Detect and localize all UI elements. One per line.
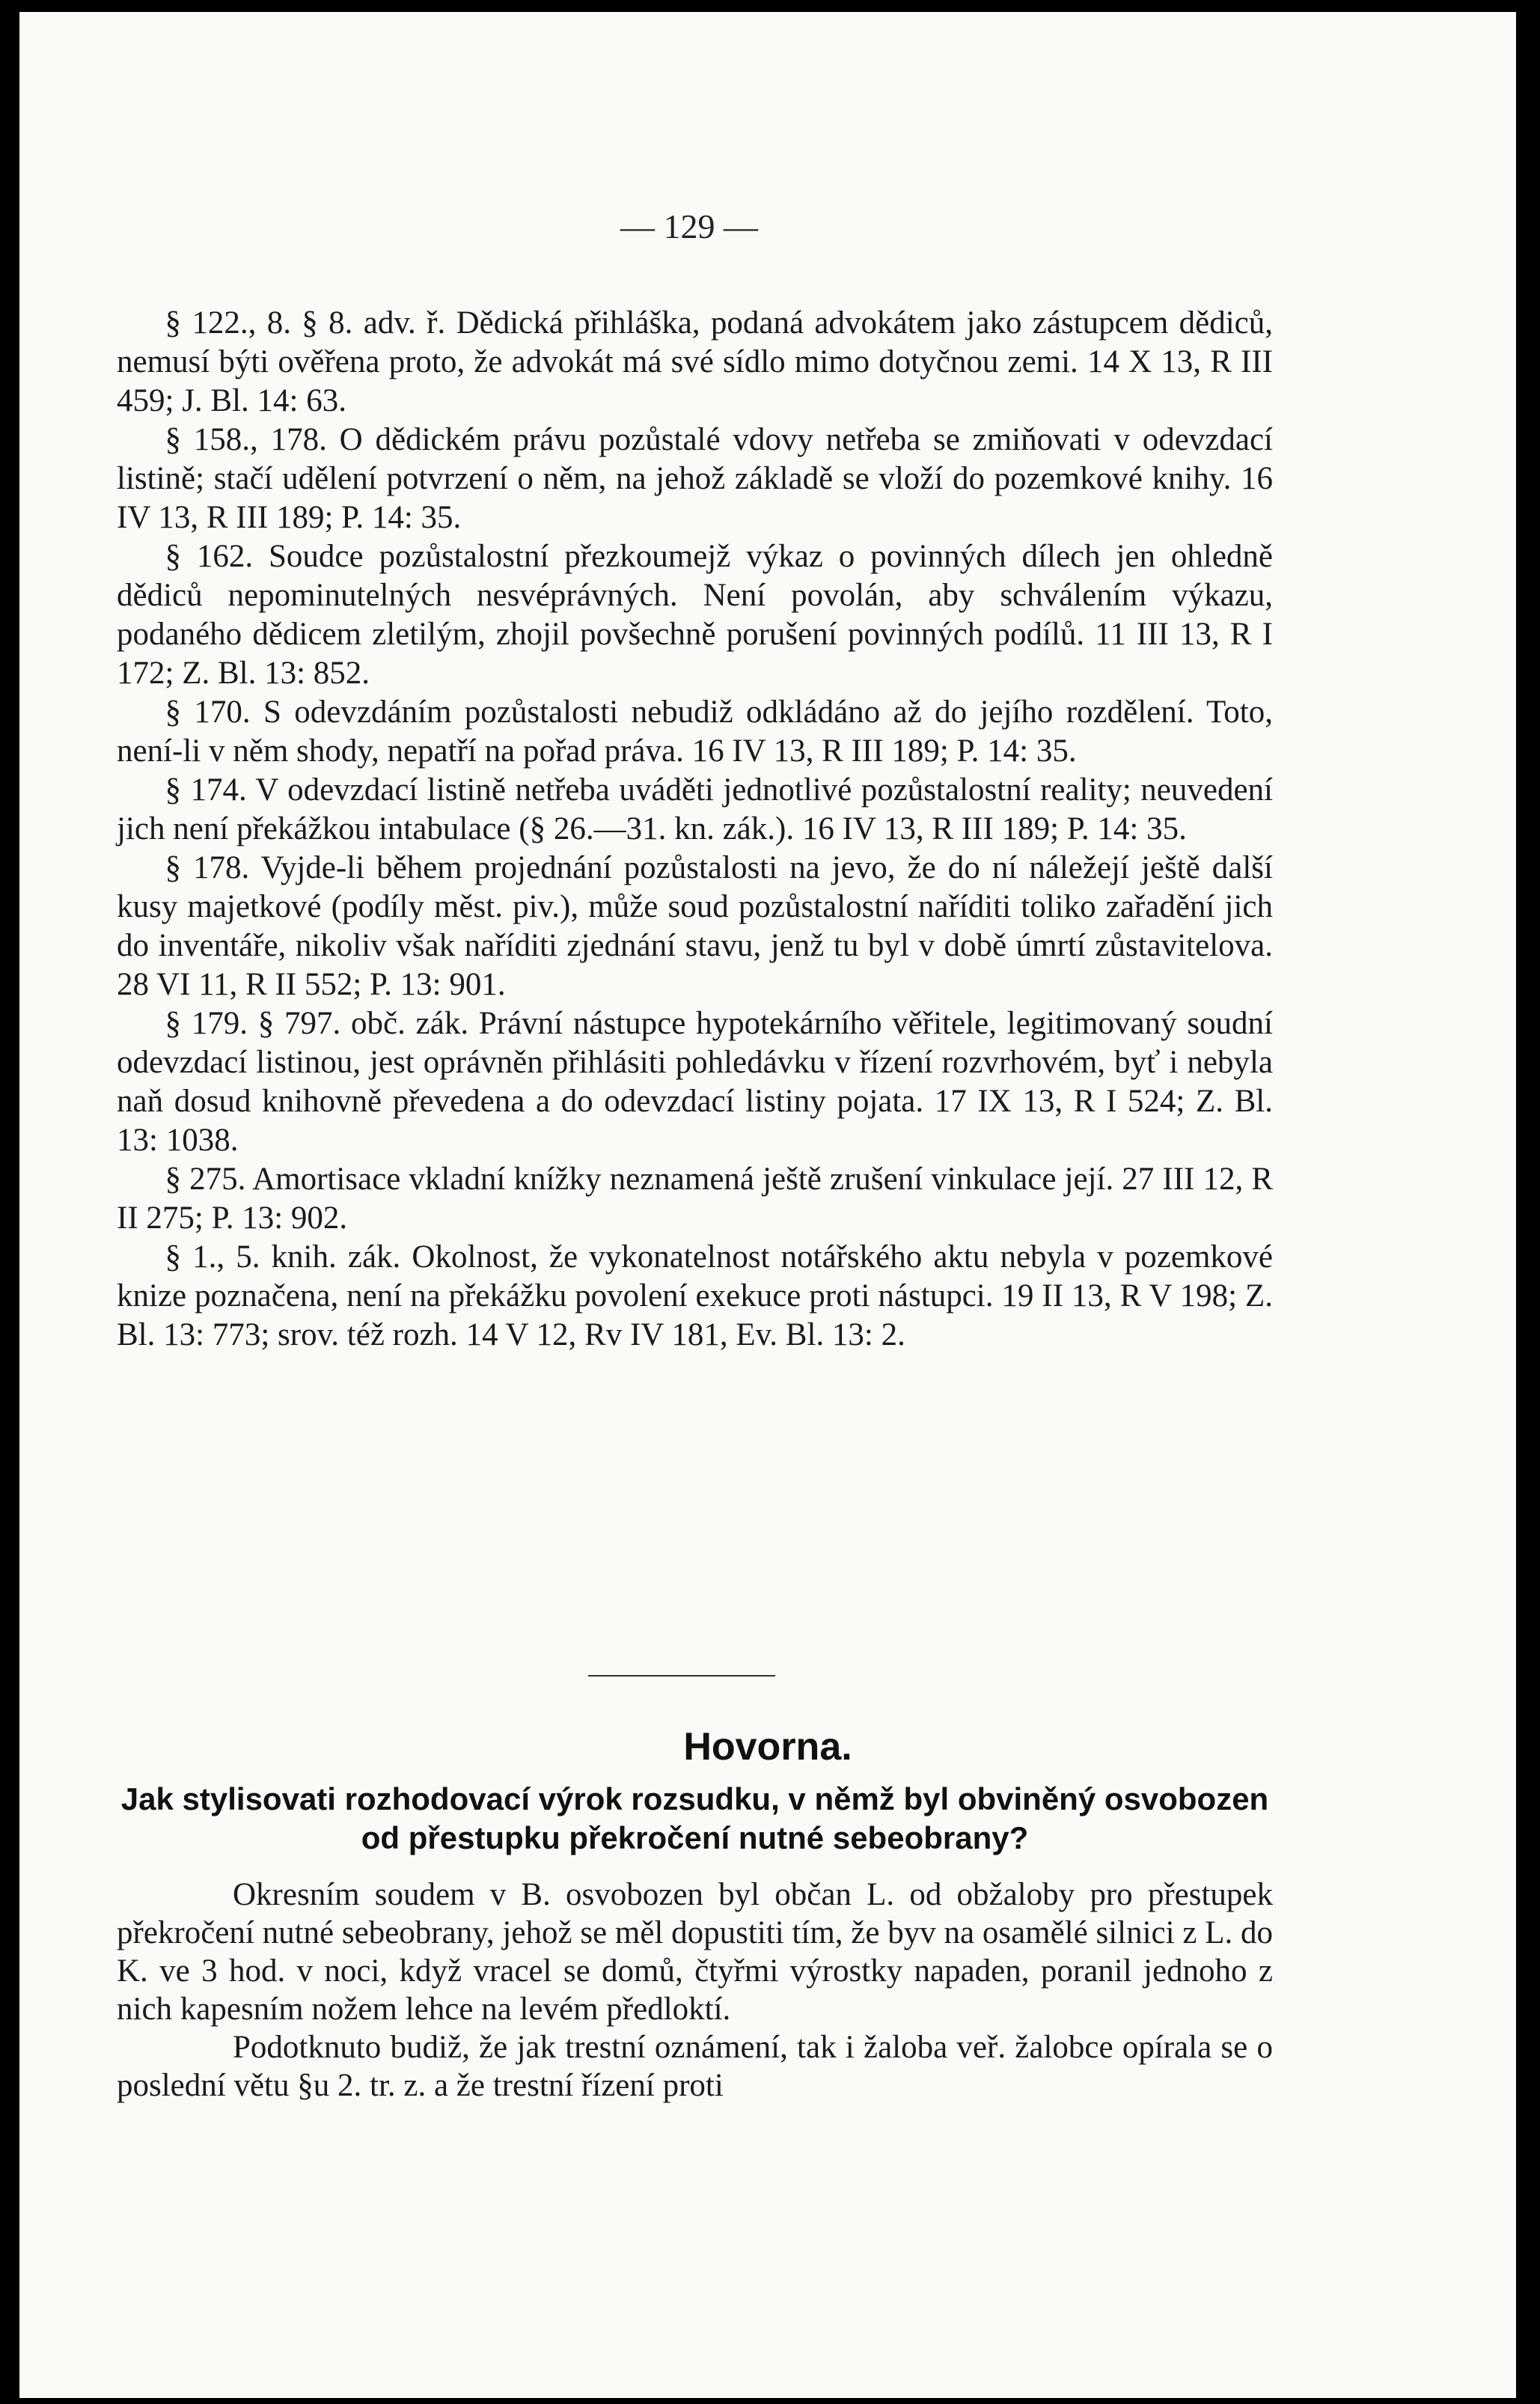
entry-ref: § 162.: [165, 539, 254, 574]
entry-text: adv. ř. Dědická přihláška, podaná advokátem jako zástupcem dědiců, nemusí býti ověřena proto, že advokát má své sídlo mimo dotyčnou zemi. 14 X 13, R III 459; J. Bl. 14: 63.: [117, 305, 1273, 418]
entry-text: S odevzdáním pozůstalosti nebudiž odkládáno až do jejího rozdělení. Toto, není-li v něm shody, nepatří na pořad práva. 16 IV 13, R III 189; P. 14: 35.: [117, 695, 1274, 769]
entry-ref: § 170.: [165, 695, 251, 730]
entry-knih-zak: [117, 1238, 1273, 1355]
entry-ref: § 179. § 797.: [165, 1006, 341, 1041]
entry-ref: § 178.: [165, 850, 250, 885]
page-number: — 129 —: [620, 207, 758, 245]
entry-179: [117, 1004, 1273, 1160]
paragraph: Podotknuto budiž, že jak trestní oznámení, tak i žaloba veř. žalobce opírala se o poslední větu §u 2. tr. z. a že trestní řízení proti: [117, 2030, 1273, 2103]
entry-122: [117, 304, 1273, 421]
entry-ref: § 1., 5. knih. zák.: [165, 1239, 401, 1275]
entry-text: O dědickém právu pozůstalé vdovy netřeba se zmiňovati v odevzdací listině; stačí udělení potvrzení o něm, na jehož základě se vloží do pozemkové knihy. 16 IV 13, R III 189; P. 14: 35.: [117, 422, 1273, 535]
decisions-list: [117, 304, 1273, 1355]
entry-ref: § 158., 178.: [165, 422, 327, 457]
entry-text: Okolnost, že vykonatelnost notářského aktu nebyla v pozemkové knize poznačena, není na překážku povolení exekuce proti nástupci. 19 II 13, R V 198; Z. Bl. 13: 773; srov. též rozh. 14 V 12, Rv IV 181, Ev. Bl. 13: 2.: [117, 1239, 1274, 1352]
hovorna-body: [117, 1876, 1273, 2105]
entry-158: [117, 421, 1273, 537]
entry-ref: § 174.: [165, 772, 247, 808]
entry-162: [117, 537, 1273, 693]
entry-275: [117, 1160, 1273, 1238]
section-title: Hovorna.: [683, 1725, 852, 1769]
entry-170: [117, 693, 1273, 771]
page: [19, 12, 1516, 2398]
entry-text: V odevzdací listině netřeba uváděti jednotlivé pozůstalostní reality; neuvedení jich není překážkou intabulace (§ 26.—31. kn. zák.). 16 IV 13, R III 189; P. 14: 35.: [117, 772, 1274, 846]
entry-text: Vyjde-li během projednání pozůstalosti na jevo, že do ní náležejí ještě další kusy majetkové (podíly měst. piv.), může soud pozůstalostní naříditi toliko zařadění jich do inventáře, nikoliv však naříditi zjednání stavu, jenž tu byl v době úmrtí zůstavitelova. 28 VI 11, R II 552; P. 13: 901.: [117, 850, 1273, 1002]
section-divider: [588, 1675, 775, 1677]
entry-text: Soudce pozůstalostní přezkoumejž výkaz o povinných dílech jen ohledně dědiců nepominutelných nesvéprávných. Není povolán, aby schválením výkazu, podaného dědicem zletilým, zhojil povšechně porušení povinných podílů. 11 III 13, R I 172; Z. Bl. 13: 852.: [117, 539, 1274, 691]
entry-178: [117, 849, 1273, 1004]
entry-ref: § 122., 8. § 8.: [165, 305, 353, 341]
entry-text: Amortisace vkladní knížky neznamená ještě zrušení vinkulace její. 27 III 12, R II 275; P. 13: 902.: [117, 1162, 1273, 1236]
question-heading: Jak stylisovati rozhodovací výrok rozsudku, v němž byl obviněný osvobozen od přestupku překročení nutné sebeobrany?: [120, 1781, 1269, 1855]
entry-text: obč. zák. Právní nástupce hypotekárního věřitele, legitimovaný soudní odevzdací listinou, jest oprávněn přihlásiti pohledávku v řízení rozvrhovém, byť i nebyla naň dosud knihovně převedena a do odevzdací listiny pojata. 17 IX 13, R I 524; Z. Bl. 13: 1038.: [117, 1006, 1273, 1158]
entry-174: [117, 771, 1273, 849]
entry-ref: § 275.: [165, 1162, 246, 1197]
paragraph: Okresním soudem v B. osvobozen byl občan L. od obžaloby pro přestupek překročení nutné sebeobrany, jehož se měl dopustiti tím, že byv na osamělé silnici z L. do K. ve 3 hod. v noci, když vracel se domů, čtyřmi výrostky napaden, poranil jednoho z nich kapesním nožem lehce na levém předloktí.: [117, 1877, 1273, 2027]
